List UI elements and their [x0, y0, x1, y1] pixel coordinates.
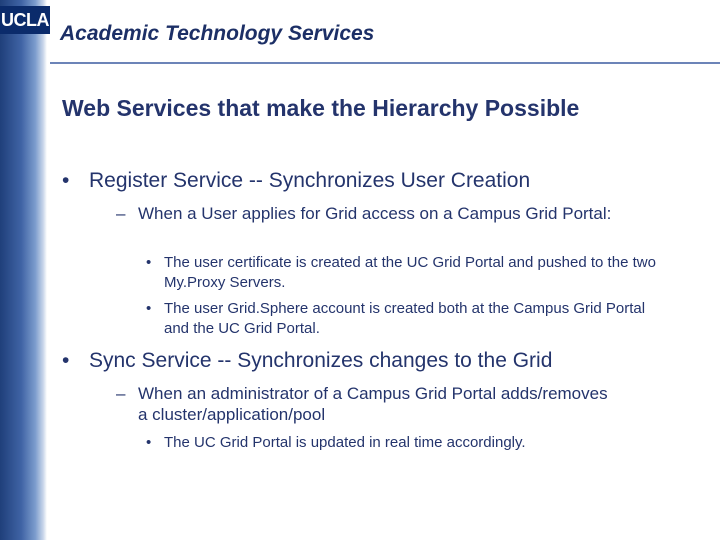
slide-title: Web Services that make the Hierarchy Possible [62, 95, 580, 121]
dash-marker: – [116, 204, 126, 223]
bullet-text: The user certificate is created at the UC Grid Portal and pushed to the two My.Proxy Servers. [164, 254, 656, 291]
bullet-text: Register Service -- Synchronizes User Creation [89, 169, 531, 192]
bullet-text: When an administrator of a Campus Grid Portal adds/removes a cluster/application/pool [138, 384, 608, 424]
bullet-marker: • [62, 169, 70, 192]
dash-marker: – [116, 384, 126, 403]
bullet-text: When a User applies for Grid access on a Campus Grid Portal: [138, 204, 612, 223]
ucla-logo: UCLA [0, 6, 50, 34]
header-divider [50, 62, 720, 64]
bullet-marker: • [146, 254, 152, 271]
bullet-text: The UC Grid Portal is updated in real time accordingly. [164, 434, 526, 451]
bullet-marker: • [146, 300, 152, 317]
bullet-marker: • [146, 434, 152, 451]
bullet-text: Sync Service -- Synchronizes changes to the Grid [89, 349, 553, 372]
header-title: Academic Technology Services [60, 22, 375, 45]
left-gradient-bar [0, 0, 47, 540]
bullet-text: The user Grid.Sphere account is created both at the Campus Grid Portal and the UC Grid Portal. [164, 300, 646, 337]
bullet-marker: • [62, 349, 70, 372]
